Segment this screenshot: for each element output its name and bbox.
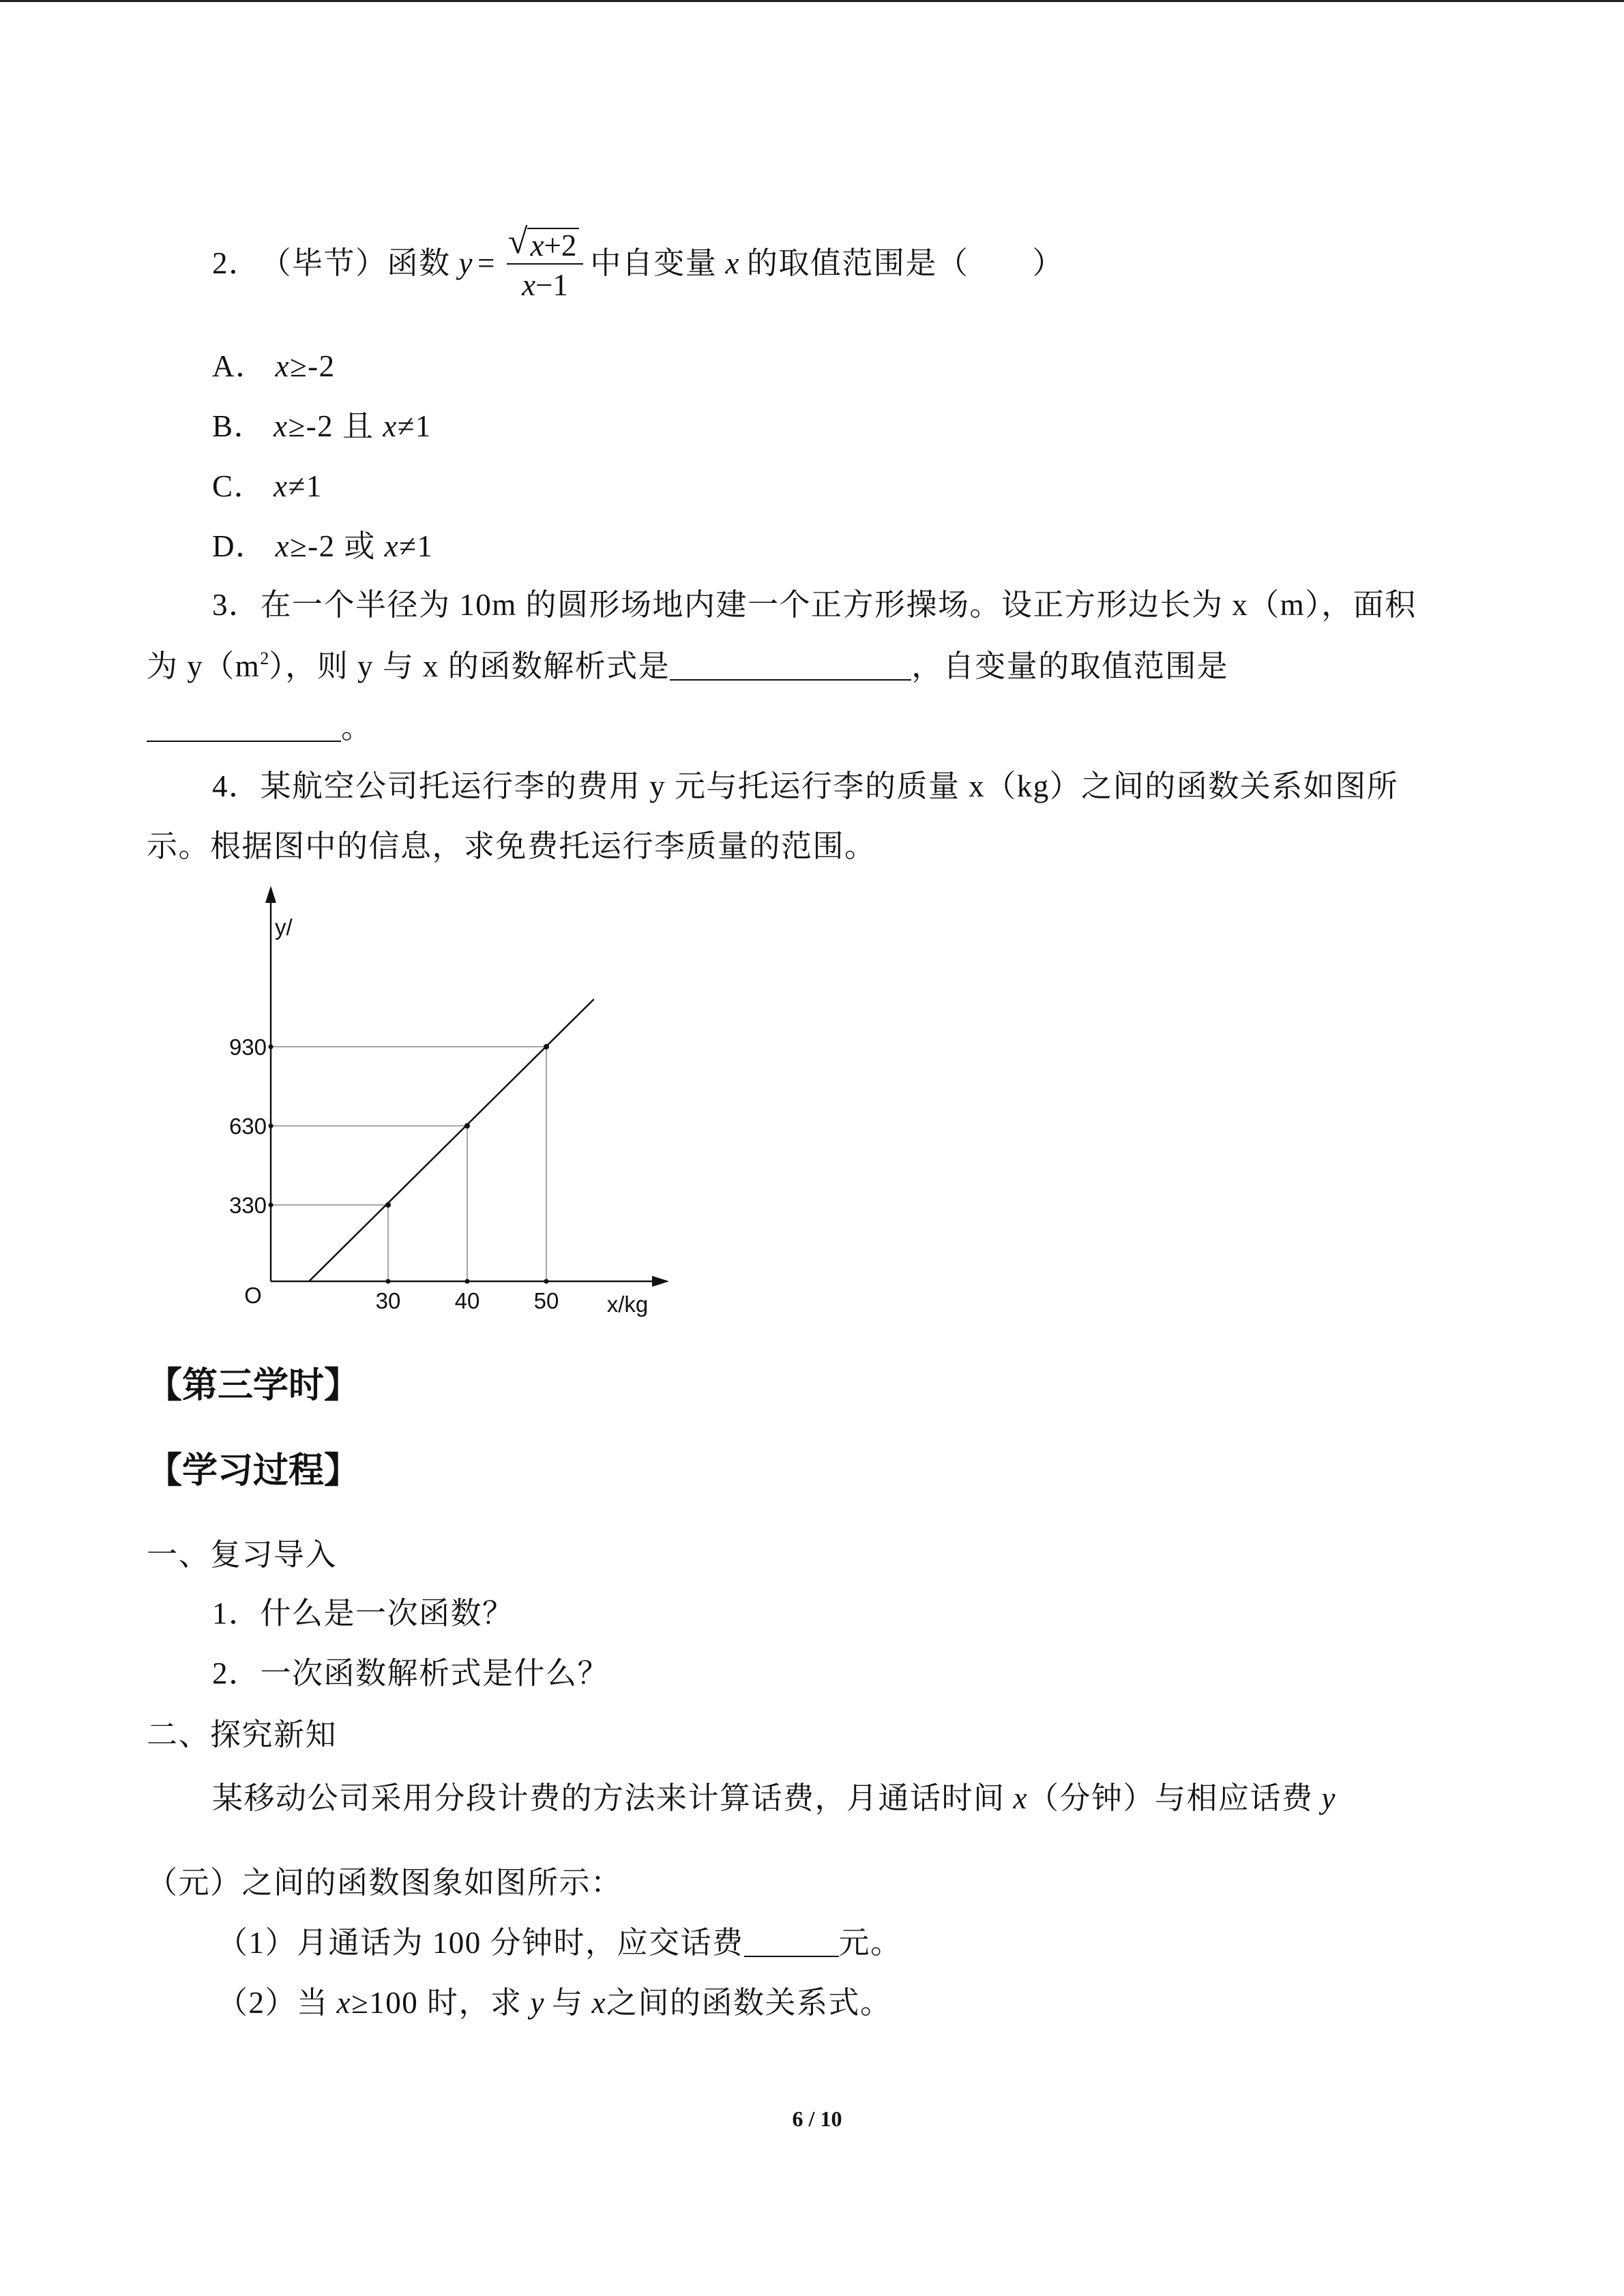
review-item-2: 2．一次函数解析式是什么？ — [212, 1656, 610, 1690]
variable-x: x — [384, 529, 400, 563]
explore-subquestion-1 — [217, 1924, 902, 1962]
y-tick-dot-2 — [269, 1045, 274, 1049]
question-number: 2． — [212, 246, 261, 280]
question-text: 示。根据图中的信息，求免费托运行李质量的范围。 — [147, 829, 876, 863]
variable-x: x — [522, 268, 536, 302]
origin-label: O — [244, 1283, 262, 1308]
review-item-1: 1．什么是一次函数？ — [212, 1596, 514, 1630]
x-axis-label: x/kg — [606, 1292, 649, 1317]
denominator-rest: −1 — [535, 268, 569, 302]
question-3-line-1 — [212, 586, 1417, 624]
variable-x: x — [725, 246, 740, 280]
explore-intro-line-2: （元）之间的函数图象如图所示： — [147, 1866, 623, 1900]
variable-x: x — [591, 1986, 606, 2020]
option-a — [212, 347, 336, 385]
option-b — [212, 407, 432, 445]
explore-heading: 二、探究新知 — [147, 1718, 338, 1752]
superscript: 2 — [260, 648, 269, 668]
question-text: 在一个半径为 10m 的圆形场地内建一个正方形操场。设正方形边长为 x（m），面积 — [260, 588, 1417, 622]
question-2-stem — [212, 222, 1064, 304]
page-top-border — [0, 0, 1624, 2]
x-tick-label-1: 40 — [454, 1288, 480, 1313]
y-tick-label-1: 630 — [228, 1114, 267, 1139]
variable-x: x — [530, 228, 544, 263]
variable-x: x — [275, 349, 290, 383]
question-text: 某航空公司托运行李的费用 y 元与托运行李的质量 x（kg）之间的函数关系如图所 — [260, 769, 1399, 803]
fraction-denominator — [522, 265, 568, 304]
paragraph-text: 某移动公司采用分段计费的方法来计算话费，月通话时间 — [212, 1781, 1005, 1815]
option-label: D． — [212, 529, 267, 563]
option-c — [212, 467, 323, 505]
variable-x: x — [274, 409, 289, 443]
x-tick-label-0: 30 — [375, 1288, 401, 1313]
x-axis-arrow-icon — [652, 1276, 669, 1287]
answer-blank — [147, 713, 341, 742]
option-text: ≠1 — [397, 409, 432, 443]
x-tick-dot-2 — [544, 1279, 549, 1284]
variable-x: x — [275, 529, 290, 563]
y-tick-label-0: 330 — [228, 1193, 267, 1218]
section-title-learning-process: 【学习过程】 — [147, 1452, 360, 1491]
option-label: A． — [212, 349, 267, 383]
paragraph-text: （2）当 — [217, 1986, 329, 2020]
y-tick-dot-0 — [269, 1203, 274, 1208]
option-label: C． — [212, 469, 266, 503]
y-tick-dot-1 — [269, 1124, 274, 1129]
question-number: 3． — [212, 588, 261, 622]
explore-subquestion-2 — [217, 1984, 891, 2022]
fraction-numerator — [507, 222, 583, 265]
option-text: ≥-2 或 — [289, 529, 385, 563]
y-axis-label: y/ — [275, 914, 293, 940]
option-text: ≥-2 且 — [288, 409, 383, 443]
option-text: ≥-2 — [289, 349, 336, 383]
question-text: 。 — [341, 711, 373, 745]
option-text: ≠1 — [288, 469, 323, 503]
equals-sign: = — [477, 246, 496, 280]
fraction — [507, 222, 583, 304]
section-title-lesson-3: 【第三学时】 — [147, 1367, 360, 1405]
paragraph-text: 元。 — [838, 1926, 902, 1960]
paragraph-text: ≥100 时，求 — [351, 1986, 522, 2020]
data-point-2 — [544, 1044, 549, 1049]
variable-x: x — [336, 1986, 351, 2020]
x-tick-dot-1 — [465, 1279, 470, 1284]
y-tick-label-2: 930 — [228, 1034, 267, 1060]
variable-y: y — [1321, 1781, 1336, 1815]
answer-blank — [744, 1928, 839, 1957]
variable-x: x — [1013, 1781, 1028, 1815]
data-point-1 — [464, 1123, 470, 1129]
data-point-0 — [385, 1202, 391, 1208]
variable-x: x — [383, 409, 398, 443]
option-label: B． — [212, 409, 266, 443]
page-number: 6 / 10 — [792, 2106, 842, 2131]
radicand — [527, 228, 579, 262]
paragraph-text: 之间的函数关系式。 — [606, 1986, 892, 2020]
explore-intro-line-1 — [212, 1779, 1336, 1817]
answer-blank — [670, 652, 911, 681]
question-4-line-2 — [147, 827, 876, 865]
paragraph-text: （1）月通话为 100 分钟时，应交话费 — [217, 1926, 744, 1960]
sqrt-icon: √ — [507, 222, 528, 261]
chart-canvas — [205, 880, 696, 1330]
option-text: ≠1 — [399, 529, 434, 563]
x-tick-dot-0 — [386, 1279, 391, 1284]
question-text: ，自变量的取值范围是 — [911, 649, 1229, 683]
question-text: 的取值范围是（ ） — [746, 246, 1064, 280]
question-number: 4． — [212, 769, 261, 803]
question-text: 为 y（m — [147, 649, 261, 683]
radicand-rest: +2 — [544, 228, 577, 263]
question-text: 中自变量 — [590, 246, 718, 280]
question-4-line-1 — [212, 767, 1398, 805]
question-text: （毕节）函数 — [260, 246, 451, 280]
x-tick-label-2: 50 — [533, 1288, 559, 1313]
paragraph-text: （分钟）与相应话费 — [1028, 1781, 1314, 1815]
function-line — [309, 999, 594, 1281]
variable-y: y — [458, 246, 474, 280]
question-3-line-2 — [147, 647, 1228, 685]
question-3-line-3 — [147, 709, 373, 747]
option-d — [212, 527, 433, 565]
variable-x: x — [274, 469, 289, 503]
review-heading: 一、复习导入 — [147, 1538, 338, 1572]
variable-y: y — [530, 1986, 545, 2020]
luggage-fee-chart — [205, 880, 696, 1330]
paragraph-text: 与 — [551, 1986, 584, 2020]
question-text: ），则 y 与 x 的函数解析式是 — [269, 649, 670, 683]
y-axis-arrow-icon — [265, 886, 276, 903]
